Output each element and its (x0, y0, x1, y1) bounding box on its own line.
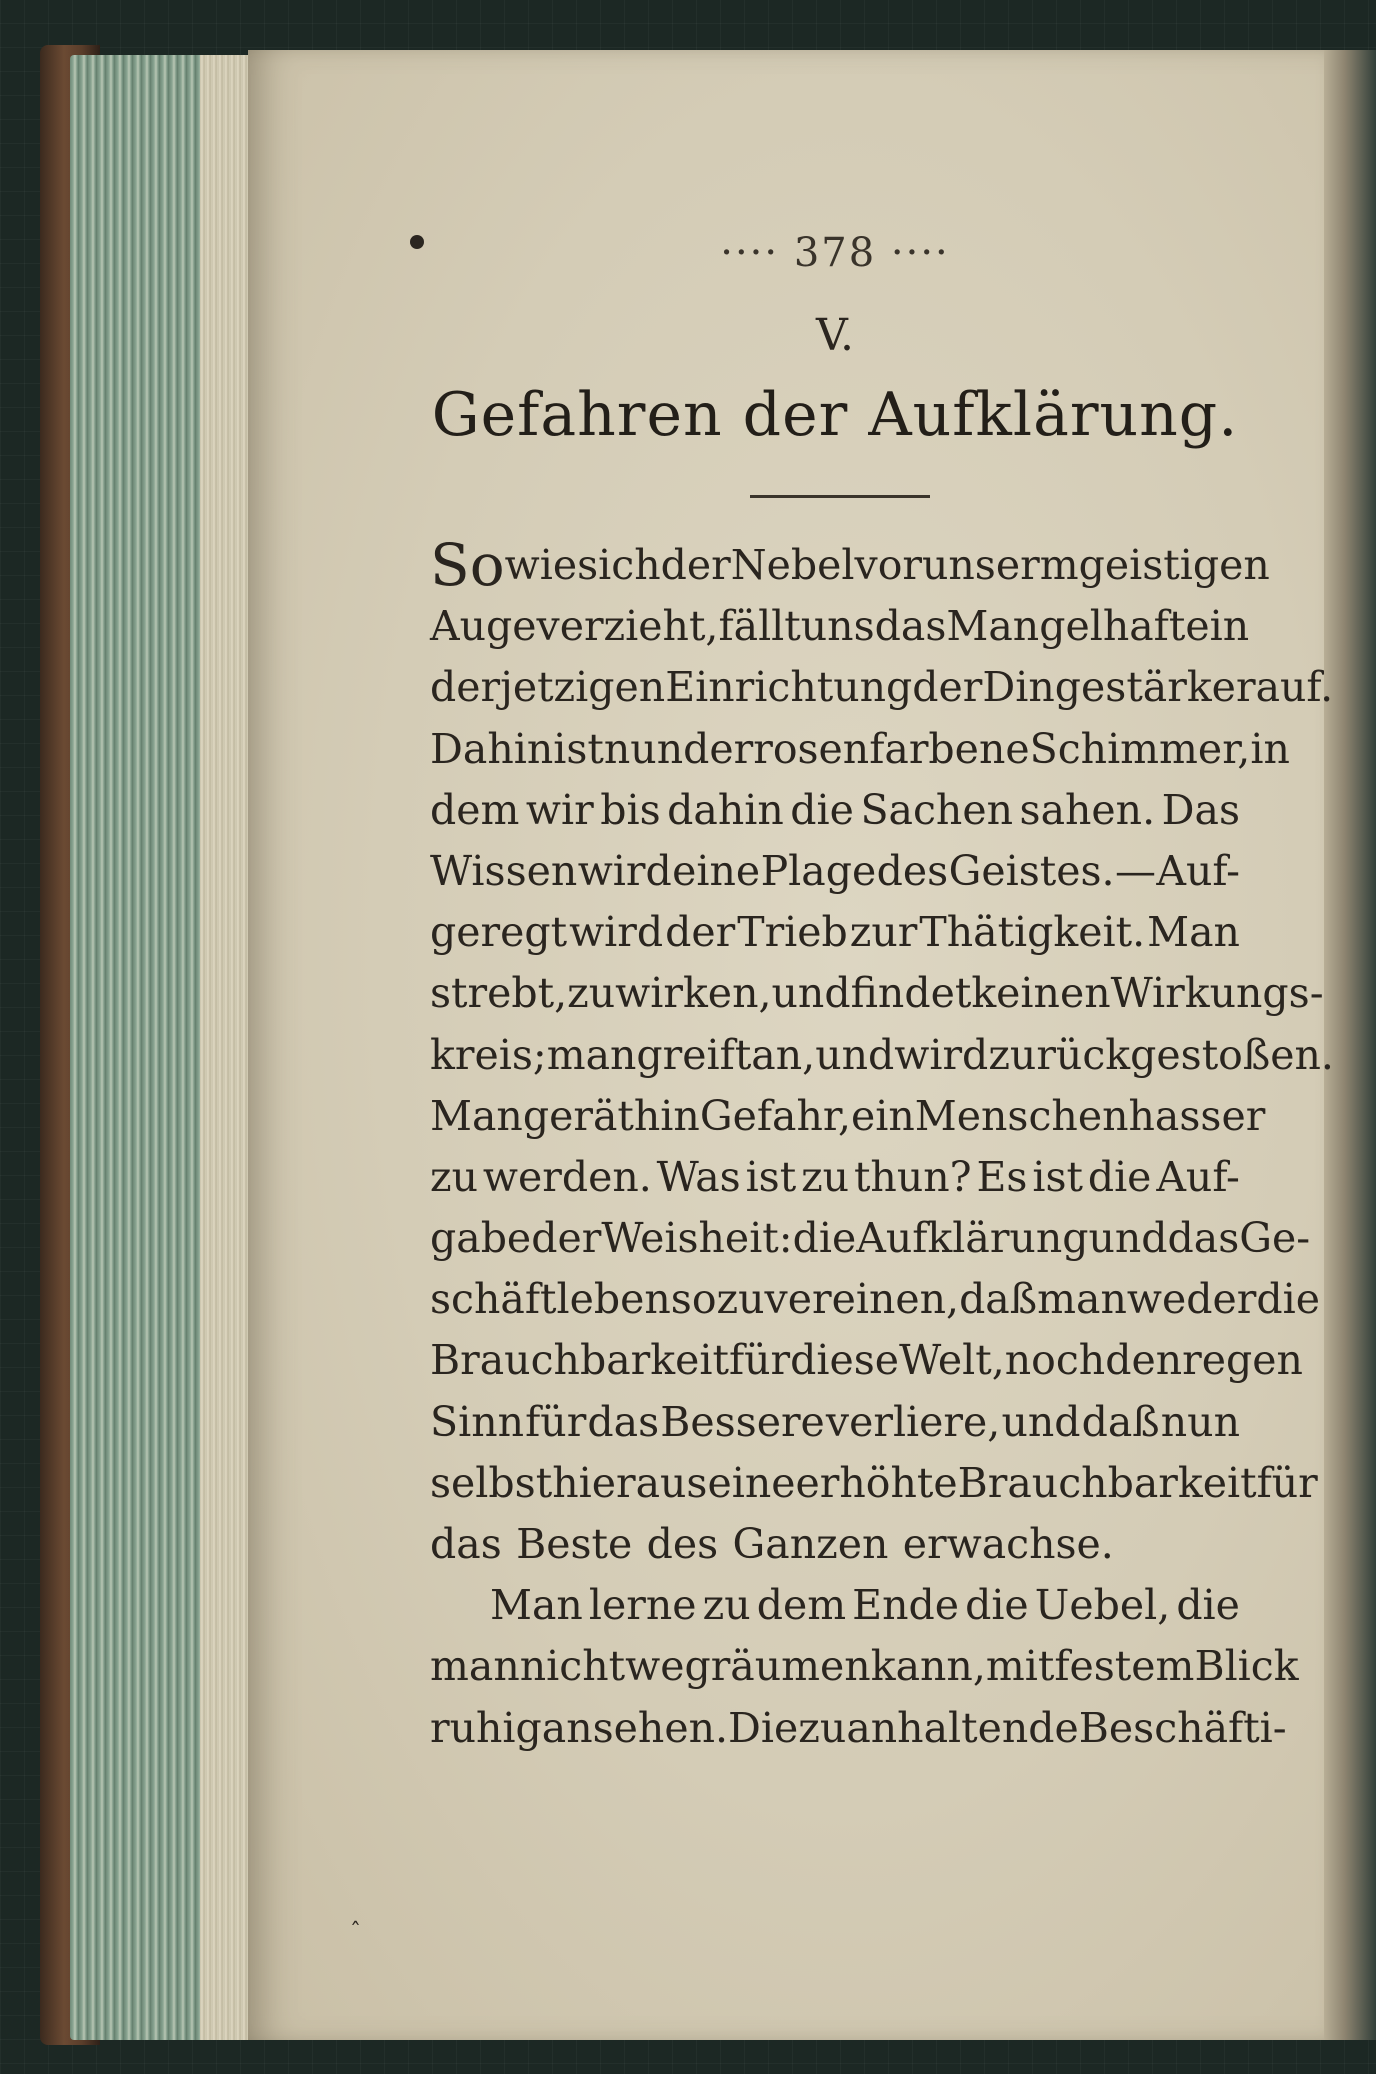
word: der (665, 908, 736, 957)
text-line (430, 1086, 1266, 1147)
word: Ganzen (732, 1520, 889, 1568)
text-line (430, 1208, 1311, 1269)
word: ist (1032, 1152, 1083, 1201)
text-line (430, 1453, 1318, 1514)
word: werden. (482, 1152, 652, 1201)
word: Ende (852, 1581, 960, 1630)
word: wirken, (615, 969, 772, 1018)
word: Wissen (430, 846, 578, 895)
text-line (430, 719, 1290, 780)
word: in (660, 1091, 700, 1140)
word: die (790, 785, 854, 834)
word: ist (553, 724, 604, 773)
word: die (965, 1581, 1029, 1630)
word: Es (976, 1152, 1028, 1201)
word: und (1088, 1214, 1168, 1263)
text-line (430, 1330, 1303, 1391)
text-line (430, 1636, 1299, 1697)
word: Was (656, 1152, 741, 1201)
word: man (430, 1642, 520, 1691)
word: für (728, 1336, 791, 1385)
word: und (815, 1030, 895, 1079)
word: kann, (870, 1642, 986, 1691)
word: Auge (430, 602, 537, 651)
word: die (1176, 1581, 1240, 1630)
word: Einrichtung (665, 663, 913, 712)
word: Aufklärung (856, 1214, 1089, 1263)
word: Bessere (660, 1397, 825, 1446)
word: Wirkungs- (1110, 969, 1324, 1018)
word: Schimmer, (1029, 724, 1251, 773)
text-line (430, 902, 1240, 963)
word: zu (798, 1703, 847, 1752)
word: strebt, (430, 969, 568, 1018)
word: lerne (588, 1581, 697, 1630)
word: unserm (922, 541, 1079, 589)
word: Dahin (430, 724, 554, 773)
word: zur (849, 908, 918, 957)
word: Weisheit: (601, 1214, 793, 1263)
word: thun? (853, 1152, 972, 1201)
word: und (771, 969, 851, 1018)
word: greift (636, 1030, 752, 1079)
word: der (430, 663, 501, 712)
word: Plage (760, 846, 877, 895)
word: Auf- (1156, 1152, 1240, 1201)
word: der (683, 724, 754, 773)
ink-spot (410, 235, 424, 249)
word: für (525, 1397, 587, 1446)
word: verzieht, (536, 602, 719, 651)
word: des (646, 1520, 719, 1568)
text-line (430, 657, 1334, 718)
word: schäftleben (430, 1275, 671, 1324)
word: ansehen. (541, 1703, 729, 1752)
text-line (430, 1575, 1240, 1636)
word: ruhig (430, 1703, 542, 1752)
word: daß (959, 1275, 1038, 1324)
word: das (587, 1397, 660, 1446)
word: zu (430, 1152, 479, 1201)
word: nicht (519, 1642, 626, 1691)
word: weder (1126, 1275, 1257, 1324)
word: kreis; (430, 1030, 547, 1079)
word: der (660, 541, 731, 589)
word: Man (490, 1581, 583, 1630)
word: jetzigen (500, 663, 666, 712)
word: dahin (667, 785, 784, 834)
word: wird (894, 1030, 989, 1079)
word: zu (567, 969, 616, 1018)
section-numeral: V. (815, 310, 855, 361)
word: man (1037, 1275, 1127, 1324)
word: Gefahr, (699, 1091, 851, 1140)
word: diese (790, 1336, 900, 1385)
word: Auf- (1156, 846, 1240, 895)
word: erwachse. (902, 1520, 1114, 1568)
word: Trieb (737, 908, 848, 957)
word: Brauchbarkeit (957, 1458, 1257, 1507)
text-line (430, 1147, 1240, 1208)
word: vereinen, (764, 1275, 960, 1324)
text-line (430, 1392, 1240, 1453)
word: wird (577, 846, 672, 895)
word: uns (800, 602, 875, 651)
word: an, (751, 1030, 816, 1079)
text-line (430, 1514, 1240, 1575)
word: man (546, 1030, 637, 1079)
word: So (430, 531, 505, 599)
word: daß (1081, 1397, 1160, 1446)
word: geregt (430, 908, 568, 957)
word: Welt, (899, 1336, 1005, 1385)
text-line (430, 841, 1240, 902)
word: das (874, 602, 947, 651)
word: und (1001, 1397, 1081, 1446)
word: erhöhte (795, 1458, 958, 1507)
text-line (430, 963, 1324, 1024)
word: verliere, (825, 1397, 1001, 1446)
word: zurück (988, 1030, 1131, 1079)
pencil-mark: ˆ (350, 1920, 361, 1945)
word: in (1250, 724, 1290, 773)
text-line (430, 780, 1240, 841)
word: Man (430, 1091, 523, 1140)
word: eine (672, 846, 761, 895)
word: ist (745, 1152, 797, 1201)
word: Menschenhasser (914, 1091, 1266, 1140)
word: selbst (430, 1458, 553, 1507)
word: regen (1182, 1336, 1303, 1385)
word: das (1167, 1214, 1240, 1263)
word: sahen. (1019, 785, 1156, 834)
word: hieraus (552, 1458, 708, 1507)
word: bis (600, 785, 661, 834)
word: das (430, 1520, 502, 1568)
word: Geistes. (948, 846, 1115, 895)
word: zu (702, 1581, 751, 1630)
word: findet (850, 969, 972, 1018)
text-line (430, 596, 1250, 657)
heading-rule (750, 495, 930, 498)
word: Dinge (982, 663, 1106, 712)
word: für (1256, 1458, 1318, 1507)
chapter-heading: Gefahren der Aufklärung. (431, 380, 1239, 450)
word: die (1087, 1152, 1152, 1201)
word: — (1114, 846, 1156, 895)
text-line (430, 1269, 1320, 1330)
word: die (792, 1214, 857, 1263)
word: Das (1161, 785, 1240, 834)
word: in (1209, 602, 1250, 651)
word: Blick (1194, 1642, 1299, 1691)
word: auf. (1255, 663, 1334, 712)
word: ein (850, 1091, 915, 1140)
word: geräth (522, 1091, 661, 1140)
word: gabe (430, 1214, 532, 1263)
word: Man (1147, 908, 1240, 957)
word: festem (1054, 1642, 1195, 1691)
text-line (430, 1025, 1334, 1086)
word: dem (430, 785, 520, 834)
word: Ge- (1239, 1214, 1311, 1263)
word: Brauchbarkeit (430, 1336, 729, 1385)
page-number: ···· 378 ···· (720, 230, 950, 276)
word: Mangelhafte (946, 602, 1210, 651)
word: der (912, 663, 983, 712)
word: den (1105, 1336, 1183, 1385)
text-line (430, 531, 1270, 599)
word: der (531, 1214, 602, 1263)
word: geistigen (1078, 541, 1270, 589)
word: zu (801, 1152, 850, 1201)
word: fällt (718, 602, 801, 651)
word: zu (716, 1275, 765, 1324)
word: Uebel, (1034, 1581, 1171, 1630)
page-edges (70, 55, 270, 2040)
word: Thätigkeit. (919, 908, 1146, 957)
word: gestoßen. (1130, 1030, 1334, 1079)
word: wir (525, 785, 594, 834)
word: mit (985, 1642, 1055, 1691)
word: nun (603, 724, 684, 773)
word: Sinn (430, 1397, 525, 1446)
word: Beschäfti- (1078, 1703, 1287, 1752)
word: wegräumen (625, 1642, 871, 1691)
word: vor (854, 541, 922, 589)
word: Nebel (730, 541, 855, 589)
word: eine (707, 1458, 796, 1507)
word: noch (1004, 1336, 1106, 1385)
body-text (430, 531, 1334, 1759)
word: sich (577, 541, 661, 589)
word: die (1256, 1275, 1320, 1324)
word: wie (504, 541, 578, 589)
word: rosenfarbene (753, 724, 1030, 773)
word: nun (1160, 1397, 1240, 1446)
word: Beste (516, 1520, 633, 1568)
word: Die (728, 1703, 799, 1752)
word: des (876, 846, 949, 895)
text-line (430, 1698, 1287, 1759)
word: so (670, 1275, 717, 1324)
word: wird (569, 908, 664, 957)
word: anhaltende (846, 1703, 1079, 1752)
word: Sachen (860, 785, 1014, 834)
word: keinen (971, 969, 1111, 1018)
word: stärker (1105, 663, 1256, 712)
word: dem (756, 1581, 847, 1630)
